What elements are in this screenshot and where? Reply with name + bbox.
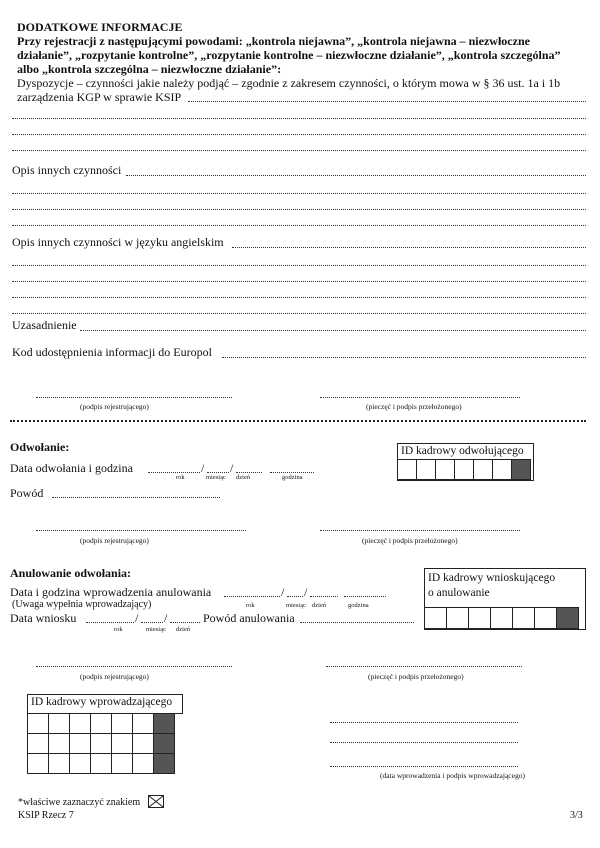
anulowanie-title: Anulowanie odwołania: bbox=[10, 566, 132, 580]
id-wnioskujacego-label-1: ID kadrowy wnioskującego bbox=[428, 572, 556, 584]
dyspozycje-line-1: Dyspozycje – czynności jakie należy podjąć – zgodnie z zakresem czynności, o którym mowa w § 36 ust. 1a i 1b bbox=[17, 76, 561, 90]
id-filled-cell bbox=[154, 734, 175, 754]
id-digit-cell[interactable] bbox=[70, 714, 91, 734]
id-digit-cell[interactable] bbox=[91, 734, 112, 754]
odwolanie-miesiac-field[interactable] bbox=[207, 472, 229, 473]
id-digit-cell[interactable] bbox=[49, 734, 70, 754]
wprowadzajacy-line[interactable] bbox=[330, 742, 518, 743]
id-wprowadzajacego-grid[interactable] bbox=[27, 713, 175, 774]
odwolanie-powod-field[interactable] bbox=[52, 497, 220, 498]
opis-angielski-field[interactable] bbox=[12, 265, 586, 266]
page-number: 3/3 bbox=[570, 810, 583, 821]
miesiac-caption: miesiąc bbox=[286, 602, 306, 609]
footer-note: *właściwe zaznaczyć znakiem bbox=[18, 797, 141, 808]
id-digit-cell[interactable] bbox=[398, 460, 417, 480]
wprowadzajacy-line[interactable] bbox=[330, 766, 518, 767]
id-digit-cell[interactable] bbox=[28, 754, 49, 774]
id-digit-cell[interactable] bbox=[28, 714, 49, 734]
anulowanie-godzina-field[interactable] bbox=[344, 596, 386, 597]
section-separator bbox=[10, 420, 586, 422]
form-id: KSIP Rzecz 7 bbox=[18, 810, 74, 821]
odwolanie-data-label: Data odwołania i godzina bbox=[10, 461, 133, 475]
europol-field[interactable] bbox=[222, 357, 586, 358]
data-wniosku-label: Data wniosku bbox=[10, 611, 77, 625]
powod-anulowania-label: Powód anulowania bbox=[203, 611, 295, 625]
europol-label: Kod udostępnienia informacji do Europol bbox=[12, 345, 212, 359]
id-digit-cell[interactable] bbox=[455, 460, 474, 480]
godzina-caption: godzina bbox=[282, 474, 303, 481]
id-digit-cell[interactable] bbox=[70, 754, 91, 774]
id-digit-cell[interactable] bbox=[91, 714, 112, 734]
dyspozycje-field[interactable] bbox=[12, 150, 586, 151]
intro-line-2: działanie”, „rozpytanie kontrolne”, „rozpytanie kontrolne – niezwłoczne działanie”, „kontrola szczególna” bbox=[17, 48, 561, 62]
wprowadzajacy-line[interactable] bbox=[330, 722, 518, 723]
id-filled-cell bbox=[512, 460, 531, 480]
anulowanie-dzien-field[interactable] bbox=[310, 596, 338, 597]
rok-caption: rok bbox=[114, 626, 123, 633]
podpis-przelozonego-line[interactable] bbox=[320, 530, 520, 531]
dyspozycje-line-2: zarządzenia KGP w sprawie KSIP bbox=[17, 90, 182, 104]
opis-angielski-field[interactable] bbox=[232, 247, 586, 248]
id-digit-cell[interactable] bbox=[491, 608, 513, 629]
dzien-caption: dzień bbox=[176, 626, 191, 633]
dzien-caption: dzień bbox=[236, 474, 251, 481]
id-digit-cell[interactable] bbox=[417, 460, 436, 480]
podpis-rejestrujacego-caption: (podpis rejestrującego) bbox=[80, 402, 149, 411]
dyspozycje-field[interactable] bbox=[12, 118, 586, 119]
podpis-rejestrujacego-caption: (podpis rejestrującego) bbox=[80, 536, 149, 545]
odwolanie-rok-field[interactable] bbox=[148, 472, 200, 473]
wniosek-dzien-field[interactable] bbox=[170, 622, 200, 623]
id-digit-cell[interactable] bbox=[474, 460, 493, 480]
x-mark-icon bbox=[148, 795, 164, 808]
podpis-przelozonego-caption: (pieczęć i podpis przełożonego) bbox=[368, 672, 464, 681]
anulowanie-data-label: Data i godzina wprowadzenia anulowania bbox=[10, 585, 212, 599]
id-digit-cell[interactable] bbox=[28, 734, 49, 754]
id-digit-cell[interactable] bbox=[436, 460, 455, 480]
id-wnioskujacego-grid[interactable] bbox=[424, 607, 579, 629]
id-odwolujacego-label: ID kadrowy odwołującego bbox=[401, 445, 524, 457]
anulowanie-miesiac-field[interactable] bbox=[287, 596, 303, 597]
id-digit-cell[interactable] bbox=[535, 608, 557, 629]
opis-angielski-label: Opis innych czynności w języku angielskim bbox=[12, 235, 224, 249]
opis-innych-label: Opis innych czynności bbox=[12, 163, 122, 177]
id-digit-cell[interactable] bbox=[133, 754, 154, 774]
id-digit-cell[interactable] bbox=[425, 608, 447, 629]
podpis-przelozonego-caption: (pieczęć i podpis przełożonego) bbox=[366, 402, 462, 411]
podpis-przelozonego-line[interactable] bbox=[326, 666, 522, 667]
opis-innych-field[interactable] bbox=[12, 193, 586, 194]
id-digit-cell[interactable] bbox=[112, 734, 133, 754]
miesiac-caption: miesiąc bbox=[206, 474, 226, 481]
opis-angielski-field[interactable] bbox=[12, 281, 586, 282]
id-filled-cell bbox=[154, 714, 175, 734]
podpis-rejestrujacego-line[interactable] bbox=[36, 397, 232, 398]
powod-anulowania-field[interactable] bbox=[300, 622, 414, 623]
id-digit-cell[interactable] bbox=[469, 608, 491, 629]
uzasadnienie-field[interactable] bbox=[80, 330, 586, 331]
id-filled-cell bbox=[557, 608, 579, 629]
id-digit-cell[interactable] bbox=[447, 608, 469, 629]
id-digit-cell[interactable] bbox=[112, 754, 133, 774]
intro-line-1: Przy rejestracji z następującymi powodami: „kontrola niejawna”, „kontrola niejawna – niezwłoczne bbox=[17, 34, 530, 48]
rok-caption: rok bbox=[246, 602, 255, 609]
podpis-rejestrujacego-line[interactable] bbox=[36, 530, 246, 531]
id-digit-cell[interactable] bbox=[49, 714, 70, 734]
id-digit-cell[interactable] bbox=[133, 734, 154, 754]
id-digit-cell[interactable] bbox=[513, 608, 535, 629]
miesiac-caption: miesiąc bbox=[146, 626, 166, 633]
id-wprowadzajacego-box bbox=[27, 694, 183, 714]
uzasadnienie-label: Uzasadnienie bbox=[12, 318, 77, 332]
id-digit-cell[interactable] bbox=[133, 714, 154, 734]
id-odwolujacego-grid[interactable] bbox=[397, 459, 531, 480]
podpis-rejestrujacego-line[interactable] bbox=[36, 666, 232, 667]
opis-innych-field[interactable] bbox=[12, 225, 586, 226]
id-wprowadzajacego-label: ID kadrowy wprowadzającego bbox=[31, 696, 173, 708]
opis-innych-field[interactable] bbox=[126, 175, 586, 176]
podpis-przelozonego-line[interactable] bbox=[320, 397, 520, 398]
odwolanie-title: Odwołanie: bbox=[10, 440, 70, 454]
anulowanie-rok-field[interactable] bbox=[224, 596, 280, 597]
wniosek-miesiac-field[interactable] bbox=[141, 622, 163, 623]
anulowanie-uwaga: (Uwaga wypełnia wprowadzający) bbox=[12, 599, 152, 610]
opis-angielski-field[interactable] bbox=[12, 297, 586, 298]
id-wnioskujacego-label-2: o anulowanie bbox=[428, 587, 490, 599]
odwolanie-powod-label: Powód bbox=[10, 486, 44, 500]
dzien-caption: dzień bbox=[312, 602, 327, 609]
id-digit-cell[interactable] bbox=[493, 460, 512, 480]
id-digit-cell[interactable] bbox=[49, 754, 70, 774]
id-digit-cell[interactable] bbox=[112, 714, 133, 734]
id-filled-cell bbox=[154, 754, 175, 774]
intro-line-3: albo „kontrola szczególna – niezwłoczne działanie”: bbox=[17, 62, 282, 76]
wprowadzajacy-caption: (data wprowadzenia i podpis wprowadzającego) bbox=[380, 771, 525, 780]
rok-caption: rok bbox=[176, 474, 185, 481]
opis-angielski-field[interactable] bbox=[12, 313, 586, 314]
dyspozycje-field[interactable] bbox=[188, 101, 586, 102]
id-digit-cell[interactable] bbox=[70, 734, 91, 754]
wniosek-rok-field[interactable] bbox=[86, 622, 134, 623]
podpis-rejestrujacego-caption: (podpis rejestrującego) bbox=[80, 672, 149, 681]
odwolanie-godzina-field[interactable] bbox=[270, 472, 314, 473]
podpis-przelozonego-caption: (pieczęć i podpis przełożonego) bbox=[362, 536, 458, 545]
id-digit-cell[interactable] bbox=[91, 754, 112, 774]
godzina-caption: godzina bbox=[348, 602, 369, 609]
dyspozycje-field[interactable] bbox=[12, 134, 586, 135]
odwolanie-dzien-field[interactable] bbox=[236, 472, 262, 473]
opis-innych-field[interactable] bbox=[12, 209, 586, 210]
section-title: DODATKOWE INFORMACJE bbox=[17, 20, 183, 34]
